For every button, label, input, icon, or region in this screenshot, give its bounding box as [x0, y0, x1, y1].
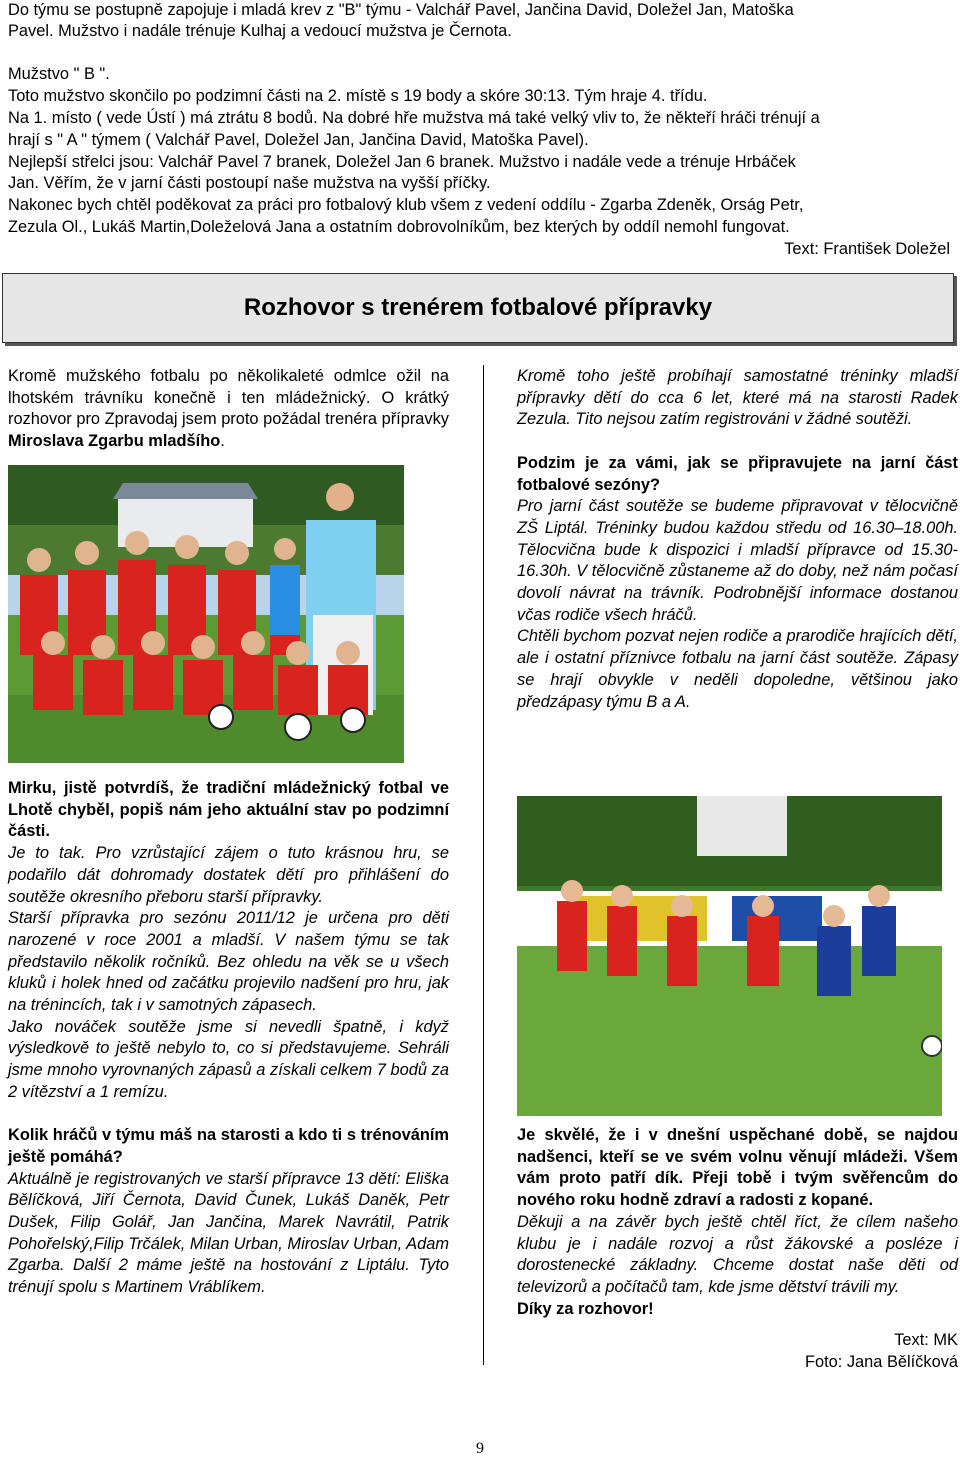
answer-1-part-3: Jako nováček soutěže jsme si nevedli špatně, i když výsledkově to ještě nebylo to, co si představujeme. Sehráli jsme mnoho vyrovnaných zápasů a získali celkem 7 bodů za 2 vítězství a 1 remízu. — [8, 1017, 449, 1101]
answer-3-part-2: Chtěli bychom pozvat nejen rodiče a prarodiče hrajících dětí, ale i ostatní příznivce fotbalu na jarní část soutěže. Zápasy se hrají obvykle v neděli dopoledne, většinou jako předzápasy týmu B a A. — [517, 627, 958, 711]
answer-1-part-2: Starší přípravka pro sezónu 2011/12 je určena pro děti narozené v roce 2001 a mladší. V našem týmu se tak představilo několik ročníků. Bez ohledu na věk se u všech kluků i holek hned od začátku projevilo nadšení pro hru, jak na trénincích, tak i v samotných zápasech. — [8, 909, 449, 1015]
left-intro — [8, 366, 449, 453]
intro-line-2: Pavel. Mužstvo i nadále trénuje Kulhaj a vedoucí mužstva je Černota. — [8, 22, 512, 40]
team-b-line-5: Jan. Věřím, že v jarní části postoupí naše mužstva na vyšší příčky. — [8, 174, 491, 192]
question-3: Podzim je za vámi, jak se připravujete na jarní část fotbalové sezóny? — [517, 453, 958, 494]
answer-1-part-1: Je to tak. Pro vzrůstající zájem o tuto krásnou hru, se podařilo dát dohromady dostatek dětí pro přihlášení do soutěže okresního přeboru starší přípravky. — [8, 844, 449, 906]
interview-title: Rozhovor s trenérem fotbalové přípravky — [243, 294, 713, 321]
team-b-line-2a: Na 1. místo ( vede Ústí ) má ztrátu 8 bodů. — [8, 109, 318, 127]
team-b-heading: Mužstvo " B ". — [8, 65, 110, 83]
thanks-line: Díky za rozhovor! — [517, 1299, 654, 1318]
match-photo — [517, 796, 942, 1116]
right-intro: Kromě toho ještě probíhají samostatné tréninky mladší přípravky dětí do cca 6 let, které má na starosti Radek Zezula. Tito nejsou zatím registrováni v žádné soutěži. — [517, 367, 958, 429]
left-intro-end: . — [220, 432, 225, 451]
team-b-line-4: Nejlepší střelci jsou: Valchář Pavel 7 branek, Doležel Jan 6 branek. Mužstvo i nadále vede a trénuje Hrbáček — [8, 153, 796, 171]
team-b-line-2b: Na dobré hře mužstva má také velký vliv to, že někteří hráči trénují a — [317, 109, 820, 127]
team-photo — [8, 465, 404, 763]
right-column-top — [517, 366, 958, 713]
team-b-line-3: hrají s " A " týmem ( Valchář Pavel, Doležel Jan, Jančina David, Matoška Pavel). — [8, 131, 589, 149]
column-divider — [483, 365, 484, 1365]
right-column-bottom — [517, 1125, 958, 1374]
team-b-line-1: Toto mužstvo skončilo po podzimní části na 2. místě s 19 body a skóre 30:13. Tým hraje 4. třídu. — [8, 87, 708, 105]
answer-3-part-1: Pro jarní část soutěže se budeme připravovat v tělocvičně ZŠ Liptál. Tréninky budou každou středu od 16.30–18.00h. Tělocvična bude k dispozici i mladší přípravce od 15.30-16.30h. V tělocvičně zůstaneme až do doby, než nám počasí dovolí návrat na trávník. Podrobnější informace dostanou včas rodiče všech hráčů. — [517, 497, 958, 624]
question-2: Kolik hráčů v týmu máš na starosti a kdo ti s trénováním ještě pomáhá? — [8, 1126, 449, 1166]
interview-banner — [2, 273, 954, 343]
intro-line-1: Do týmu se postupně zapojuje i mladá krev z "B" týmu - Valchář Pavel, Jančina David, Doležel Jan, Matoška — [8, 1, 794, 19]
left-column-body — [8, 778, 449, 1299]
left-intro-text: Kromě mužského fotbalu po několikaleté odmlce ožil na lhotském trávníku konečně i ten mládežnický. O krátký rozhovor pro Zpravodaj jsem proto požádal trenéra přípravky — [8, 367, 449, 429]
team-b-line-7: Zezula Ol., Lukáš Martin,Doleželová Jana a ostatním dobrovolníkům, bez kterých by oddíl nemohl fungovat. — [8, 218, 790, 236]
team-b-line-2 — [8, 108, 950, 130]
credit-text: Text: MK — [894, 1331, 958, 1350]
answer-4: Děkuji a na závěr bych ještě chtěl říct, že cílem našeho klubu je i nadále rozvoj a růst žákovské a posléze i dorostenecké základny. Chceme dostat naše děti od televizorů a počítačů tam, kde jsme dětství trávili my. — [517, 1212, 958, 1296]
answer-2: Aktuálně je registrovaných ve starší přípravce 13 dětí: Eliška Bělíčková, Jiří Černota, David Čunek, Lukáš Daněk, Petr Dušek, Filip Golář, Jan Jančina, Marek Navrátil, Patrik Pohořelský,Filip Trčálek, Milan Urban, Miroslav Urban, Adam Zgarba. Další 2 máme ještě na hostování z Liptálu. Tyto trénují spolu s Martinem Vráblíkem. — [8, 1169, 449, 1297]
team-b-signature: Text: František Doležel — [784, 240, 950, 258]
page-number: 9 — [476, 1440, 484, 1457]
question-4: Je skvělé, že i v dnešní uspěchané době, se najdou nadšenci, kteří se ve svém volnu věnují mládeži. Všem vám proto patří dík. Přeji tobě i tvým svěřencům do nového roku hodně zdraví a radosti z kopané. — [517, 1126, 958, 1210]
question-1: Mirku, jistě potvrdíš, že tradiční mládežnický fotbal ve Lhotě chyběl, popiš nám jeho aktuální stav po podzimní části. — [8, 779, 449, 841]
coach-name: Miroslava Zgarbu mladšího — [8, 432, 221, 451]
credit-photo: Foto: Jana Bělíčková — [804, 1353, 958, 1372]
team-b-line-6: Nakonec bych chtěl poděkovat za práci pro fotbalový klub všem z vedení oddílu - Zgarba Zdeněk, Orság Petr, — [8, 196, 804, 214]
